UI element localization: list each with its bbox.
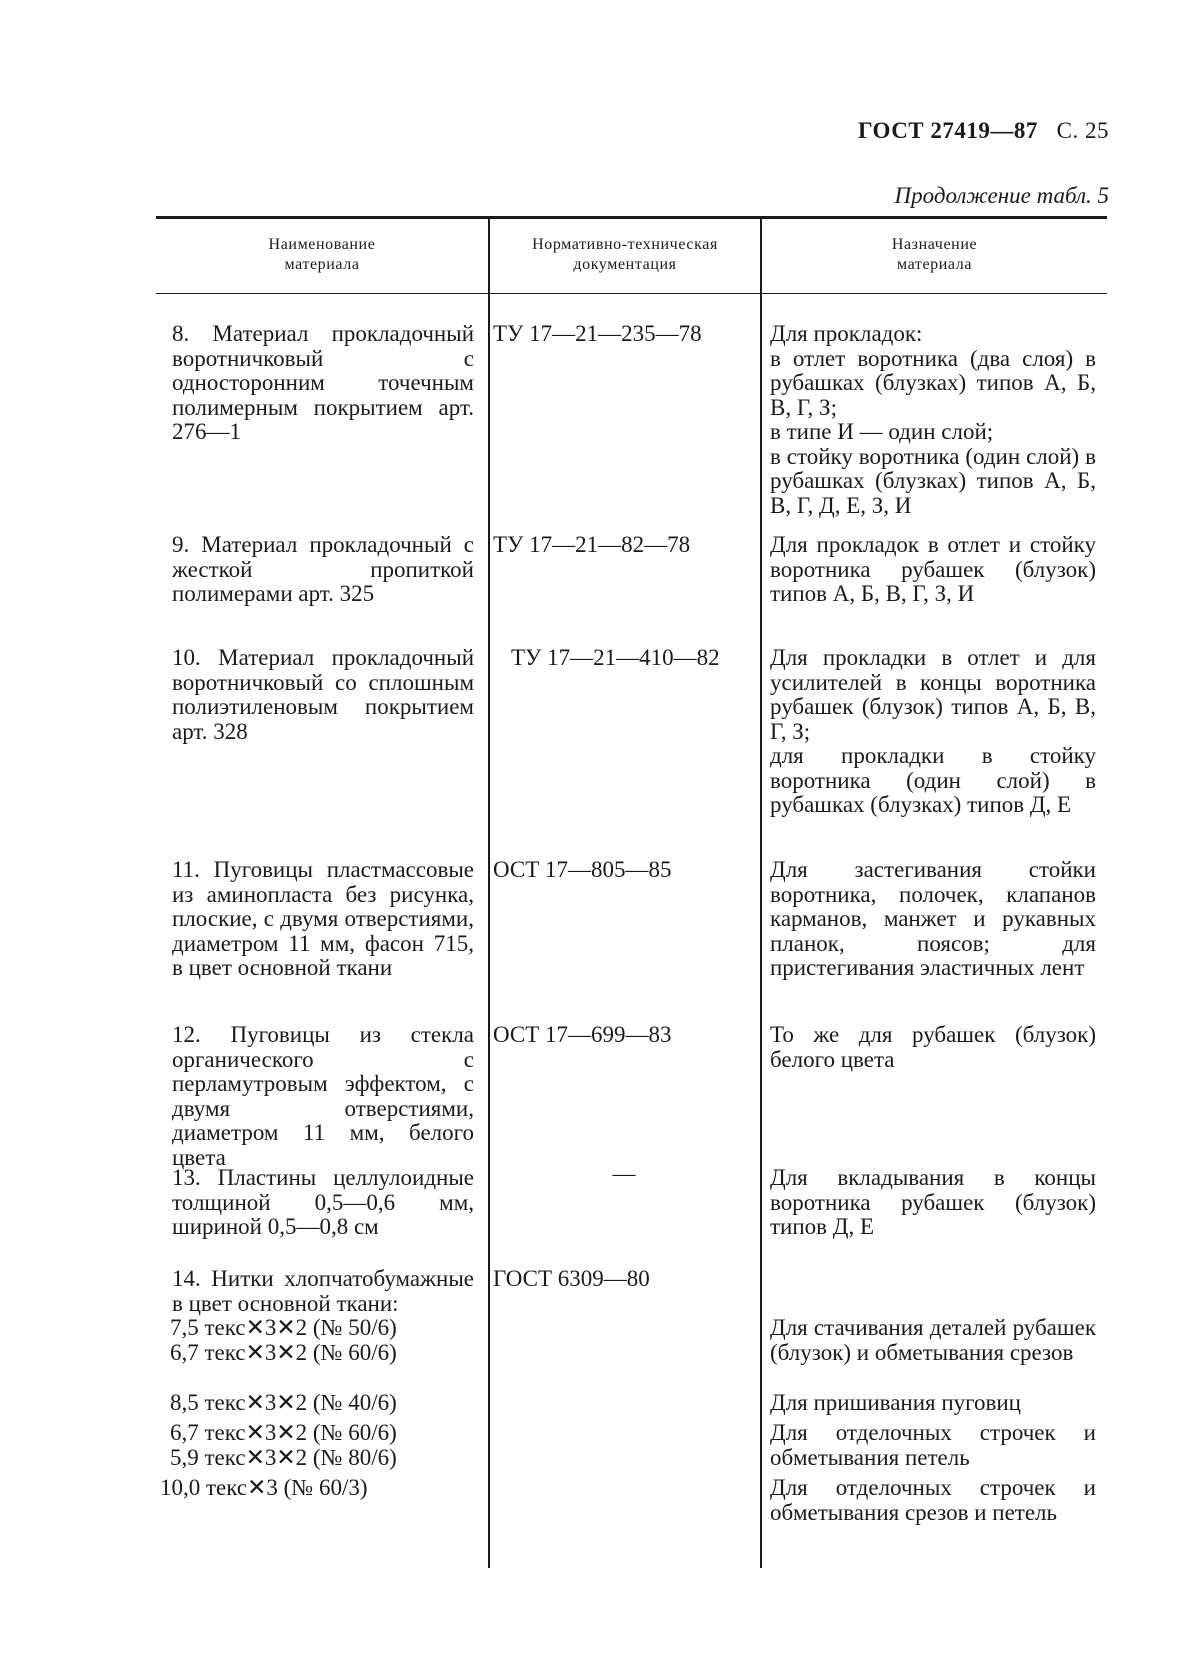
row-10-name: 10. Материал прокладочный воротничковый со сплошным полиэтиленовым покрытием арт. 328 xyxy=(172,645,474,744)
row-14-name: 14. Нитки хлопчатобумажные в цвет основной ткани: xyxy=(172,1266,474,1316)
column-header-purpose: Назначение материала xyxy=(891,236,978,273)
row-8-purpose: Для прокладок: в отлет воротника (два слоя) в рубашках (блузках) типов А, Б, В, Г, З; в типе И — один слой; в стойку воротника (один слой) в рубашках (блузках) типов А, Б, В, Г, Д, Е, З, И xyxy=(770,321,1096,518)
row-9-doc: ТУ 17—21—82—78 xyxy=(493,532,691,557)
page-header xyxy=(858,118,1109,144)
row-10-purpose: Для прокладки в отлет и для усилителей в концы воротника рубашек (блузок) типов А, Б, В, Г, З; для прокладки в стойку воротника (один слой) в рубашках (блузках) типов Д, Е xyxy=(770,645,1096,817)
page-number: С. 25 xyxy=(1056,118,1109,143)
row-11-doc: ОСТ 17—805—85 xyxy=(493,857,672,882)
thread-spec-3: 6,7 текс✕3✕2 (№ 60/6) 5,9 текс✕3✕2 (№ 80/6) xyxy=(170,1420,397,1470)
row-9-purpose: Для прокладок в отлет и стойку воротника рубашек (блузок) типов А, Б, В, Г, З, И xyxy=(770,532,1096,606)
table-header-rule xyxy=(156,293,1107,294)
column-divider xyxy=(760,218,762,1568)
row-12-purpose: То же для рубашек (блузок) белого цвета xyxy=(770,1022,1096,1072)
thread-spec-2: 8,5 текс✕3✕2 (№ 40/6) xyxy=(170,1390,397,1415)
row-13-name: 13. Пластины целлулоидные толщиной 0,5—0,6 мм, шириной 0,5—0,8 см xyxy=(172,1165,474,1239)
standard-number: ГОСТ 27419—87 xyxy=(857,118,1038,143)
row-10-doc: ТУ 17—21—410—82 xyxy=(511,645,720,670)
row-11-purpose: Для застегивания стойки воротника, полочек, клапанов карманов, манжет и рукавных планок, поясов; для пристегивания эластичных лент xyxy=(770,857,1096,980)
row-12-name: 12. Пуговицы из стекла органического с перламутровым эффектом, с двумя отверстиями, диаметром 11 мм, белого цвета xyxy=(172,1022,474,1170)
column-header-documentation: Нормативно-техническая документация xyxy=(532,236,718,273)
table-continuation-label: Продолжение табл. 5 xyxy=(894,183,1109,208)
row-13-purpose: Для вкладывания в концы воротника рубашек (блузок) типов Д, Е xyxy=(770,1165,1096,1239)
thread-purpose-4: Для отделочных строчек и обметывания срезов и петель xyxy=(770,1475,1096,1525)
thread-purpose-2: Для пришивания пуговиц xyxy=(770,1390,1021,1415)
row-13-doc: — xyxy=(612,1161,636,1186)
column-header-name: Наименование материала xyxy=(268,236,376,273)
thread-spec-1: 7,5 текс✕3✕2 (№ 50/6) 6,7 текс✕3✕2 (№ 60/6) xyxy=(170,1315,397,1365)
row-8-name: 8. Материал прокладочный воротничковый с односторонним точечным полимерным покрытием арт. 276—1 xyxy=(172,321,474,444)
thread-spec-4: 10,0 текс✕3 (№ 60/3) xyxy=(160,1475,368,1500)
row-14-doc: ГОСТ 6309—80 xyxy=(493,1266,650,1291)
row-8-doc: ТУ 17—21—235—78 xyxy=(493,321,702,346)
thread-purpose-1: Для стачивания деталей рубашек (блузок) и обметывания срезов xyxy=(770,1315,1096,1365)
row-11-name: 11. Пуговицы пластмассовые из аминопласта без рисунка, плоские, с двумя отверстиями, диаметром 11 мм, фасон 715, в цвет основной ткани xyxy=(172,857,474,980)
column-divider xyxy=(488,218,490,1568)
thread-purpose-3: Для отделочных строчек и обметывания петель xyxy=(770,1420,1096,1470)
table-top-rule xyxy=(156,216,1107,219)
row-12-doc: ОСТ 17—699—83 xyxy=(493,1022,672,1047)
row-9-name: 9. Материал прокладочный с жесткой пропиткой полимерами арт. 325 xyxy=(172,532,474,606)
